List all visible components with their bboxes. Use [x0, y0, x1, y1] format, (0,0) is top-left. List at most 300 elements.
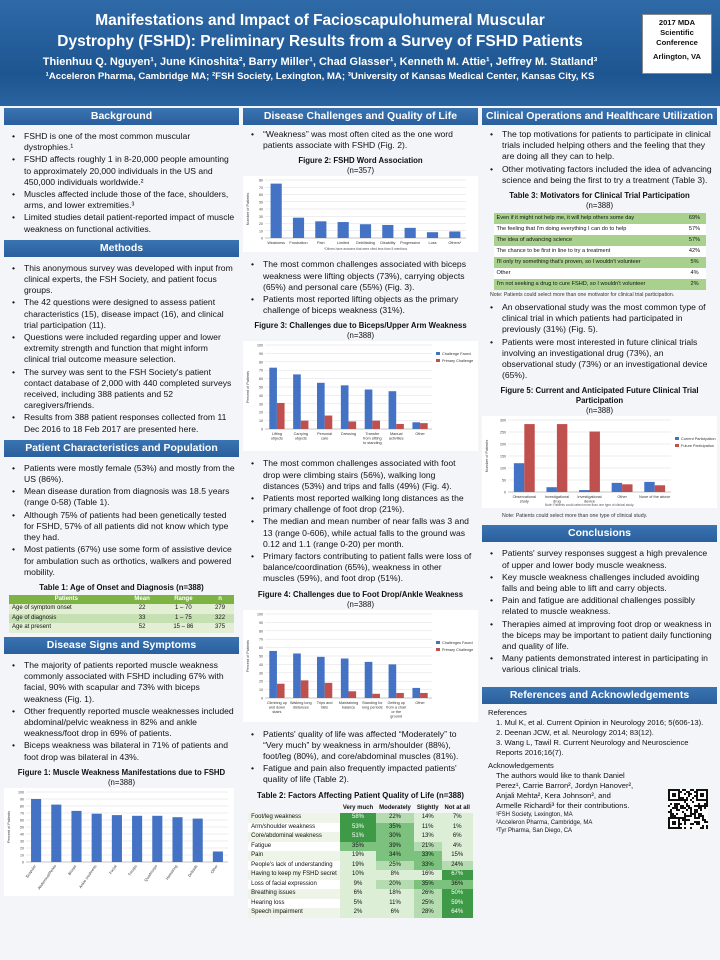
- qr-module: [698, 803, 700, 805]
- bar: [644, 482, 654, 492]
- table-cell: 21%: [414, 842, 442, 852]
- qr-module: [684, 801, 686, 803]
- reference-item: 3. Wang L, Tawil R. Current Neurology and Neuroscience Reports 2016;16(7).: [496, 737, 689, 757]
- table-cell: 6%: [376, 908, 414, 918]
- qr-module: [704, 799, 706, 801]
- table3: [494, 213, 706, 290]
- qr-module: [676, 803, 678, 805]
- table-cell: Arm/shoulder weakness: [251, 823, 316, 830]
- bullet: • Limited studies detail patient-reported impact of muscle weakness on functional activities.: [12, 212, 235, 234]
- authors: Thienhuu Q. Nguyen¹, June Kinoshita², Barry Miller¹, Chad Glasser¹, Kenneth M. Attie¹, Jeffrey M. Statland³: [42, 56, 598, 68]
- qr-module: [670, 827, 672, 829]
- qr-module: [700, 793, 702, 795]
- table3-n: (n=388): [585, 201, 614, 211]
- fig1-subtitle: (n=388): [107, 777, 136, 787]
- qr-module: [700, 807, 702, 809]
- table-row: [248, 908, 473, 918]
- qr-module: [672, 799, 674, 801]
- bar: [132, 816, 142, 862]
- qr-module: [702, 827, 704, 829]
- bar: [341, 658, 349, 697]
- bar: [293, 375, 301, 430]
- qr-module: [696, 793, 698, 795]
- qr-module: [672, 793, 674, 795]
- qr-module: [676, 807, 678, 809]
- table-row: [248, 880, 473, 890]
- qr-module: [682, 807, 684, 809]
- qr-module: [674, 795, 676, 797]
- table-cell: Other: [496, 269, 511, 276]
- y-tick-label: 250: [500, 430, 506, 435]
- bar: [293, 653, 301, 698]
- chart-note: *Others have answers that were cited less than 5 mentions: [323, 247, 408, 252]
- qr-module: [676, 827, 678, 829]
- x-tick-label: Getting up: [387, 700, 405, 705]
- qr-module: [700, 795, 702, 797]
- qr-module: [704, 821, 706, 823]
- bullet: • The median and mean number of near falls was 3 and 13 (range 0-606), while actual falls to the ground was 0.12 and 1.1 (range 0-20) per month.: [251, 516, 474, 550]
- table-cell: 52: [138, 624, 146, 631]
- qr-module: [706, 803, 708, 805]
- bar: [317, 383, 325, 429]
- table-cell: 279: [215, 605, 226, 612]
- x-tick-label: Maintaining: [338, 700, 359, 705]
- bullet: • Patients' survey responses suggest a high prevalence of upper and lower body muscle weakness.: [490, 548, 713, 570]
- qr-module: [706, 791, 708, 793]
- table2-header-row: [248, 804, 473, 814]
- legend-label: Challenges Faced: [442, 640, 473, 645]
- table1: [9, 595, 234, 633]
- table-cell: I'm not seeking a drug to cure FSHD, so I wouldn't volunteer: [496, 280, 646, 287]
- fig2-subtitle: (n=357): [346, 166, 375, 176]
- qr-module: [704, 805, 706, 807]
- y-tick-label: 80: [259, 360, 263, 365]
- y-tick-label: 50: [259, 385, 263, 390]
- qr-module: [706, 821, 708, 823]
- qr-code-icon[interactable]: [668, 789, 708, 829]
- qr-module: [684, 807, 686, 809]
- qr-module: [700, 789, 702, 791]
- bar: [277, 403, 285, 429]
- bullet: • Patients most reported lifting objects as the primary challenge of biceps weakness (31%).: [251, 294, 474, 316]
- y-tick-label: 100: [500, 466, 506, 471]
- qr-module: [678, 799, 680, 801]
- y-axis-label: Percent of Patients: [7, 810, 11, 843]
- qr-module: [668, 789, 670, 791]
- y-tick-label: 90: [259, 352, 263, 357]
- qr-module: [706, 789, 708, 791]
- table-cell: 19%: [340, 861, 376, 871]
- x-tick-label: falls: [321, 705, 329, 710]
- bar: [557, 425, 567, 493]
- section-header-background: Background: [4, 108, 239, 125]
- y-tick-label: 0: [261, 427, 263, 432]
- x-tick-label: Lifting: [271, 432, 282, 437]
- qr-module: [696, 817, 698, 819]
- qr-module: [700, 809, 702, 811]
- x-tick-label: study: [519, 499, 529, 504]
- ack-affiliation: ²Acceleron Pharma, Cambridge, MA: [496, 819, 593, 826]
- qr-module: [698, 817, 700, 819]
- y-tick-label: 70: [259, 637, 263, 642]
- acknowledgements-heading: Acknowledgements: [488, 760, 554, 770]
- y-tick-label: 0: [261, 696, 263, 701]
- table-cell: 8%: [376, 870, 414, 880]
- table2-header: Moderately: [379, 804, 411, 811]
- y-tick-label: 90: [20, 797, 24, 802]
- qr-module: [702, 789, 704, 791]
- qr-module: [678, 825, 680, 827]
- table-cell: 30%: [376, 832, 414, 842]
- qr-module: [696, 821, 698, 823]
- qr-module: [680, 807, 682, 809]
- qr-module: [696, 795, 698, 797]
- qr-module: [670, 809, 672, 811]
- qr-module: [698, 807, 700, 809]
- bullet: • Biceps weakness was bilateral in 71% of patients and foot drop was bilateral in 43%.: [12, 740, 235, 762]
- y-axis-label: Number of Patients: [485, 440, 489, 473]
- qr-module: [678, 827, 680, 829]
- table-cell: 11%: [414, 823, 442, 833]
- bullet: • The 42 questions were designed to assess patient characteristics (15), disease impact (16), and clinical trial participation (11).: [12, 297, 235, 331]
- table-cell: 69%: [688, 214, 701, 221]
- bullet: • Patients were most interested in future clinical trials involving an investigational drug (73%), an observational study (73%) or an investigational device (65%).: [490, 337, 713, 382]
- bar: [293, 218, 304, 238]
- figure-2-chart: [243, 176, 478, 252]
- qr-module: [684, 827, 686, 829]
- qr-module: [678, 793, 680, 795]
- bar: [449, 232, 460, 239]
- table-row: [248, 842, 473, 852]
- y-tick-label: 50: [20, 825, 24, 830]
- table-cell: Core/abdominal weakness: [251, 833, 322, 840]
- bar: [655, 486, 665, 493]
- qr-module: [682, 819, 684, 821]
- table-cell: Even if it might not help me, it will help others some day: [496, 214, 635, 221]
- table-cell: Having to keep my FSHD secret: [251, 871, 337, 878]
- y-tick-label: 100: [257, 612, 263, 617]
- qr-module: [682, 817, 684, 819]
- bullet: • Patients most reported walking long distances as the primary challenge of foot drop (21%).: [251, 493, 474, 515]
- bullet: • “Weakness” was most often cited as the one word patients associate with FSHD (Fig. 2).: [251, 129, 474, 151]
- table-row: [248, 832, 473, 842]
- qr-module: [686, 805, 688, 807]
- table-cell: 34%: [376, 851, 414, 861]
- bullet: • Pain and fatigue are additional challenges possibly related to muscle weakness.: [490, 595, 713, 617]
- table1-header: Mean: [134, 595, 150, 602]
- table-cell: The idea of advancing science: [496, 236, 573, 243]
- table3-note: Note: Patients could select more than one motivator for clinical trial participation.: [490, 292, 675, 299]
- qr-module: [668, 793, 670, 795]
- bar: [514, 464, 524, 493]
- bar: [112, 815, 122, 862]
- y-tick-label: 60: [259, 377, 263, 382]
- fig3-title: Figure 3: Challenges due to Biceps/Upper Arm Weakness: [254, 321, 467, 331]
- qr-module: [688, 819, 690, 821]
- qr-module: [682, 799, 684, 801]
- qr-module: [696, 799, 698, 801]
- legend-label: Current Participation: [681, 437, 716, 442]
- qr-module: [688, 805, 690, 807]
- qr-module: [670, 789, 672, 791]
- qr-module: [696, 811, 698, 813]
- table-cell: 35%: [376, 823, 414, 833]
- x-tick-label: distances: [292, 705, 309, 710]
- qr-module: [706, 825, 708, 827]
- x-tick-label: Carrying: [293, 432, 308, 437]
- qr-module: [678, 817, 680, 819]
- y-tick-label: 30: [259, 215, 263, 220]
- x-tick-label: Facial: [108, 864, 118, 875]
- table-cell: 35%: [414, 880, 442, 890]
- y-tick-label: 30: [259, 402, 263, 407]
- x-tick-label: Deltoids: [187, 864, 199, 878]
- bar: [427, 233, 438, 239]
- x-tick-label: Weakness: [267, 241, 286, 246]
- table-cell: 4%: [690, 269, 699, 276]
- conference-line-1: 2017 MDA: [658, 18, 696, 27]
- acknowledgements-text: The authors would like to thank Daniel Perez¹, Carrie Barron², Jordyn Hanover², Anjali Mehta², Kera Johnson², and Armelle Richardi³ for their contributions.: [496, 770, 634, 810]
- qr-module: [670, 811, 672, 813]
- bar: [349, 691, 357, 698]
- fig5-title: Figure 5: Current and Anticipated Future Clinical Trial Participation: [500, 386, 699, 406]
- table-cell: Hearing loss: [251, 899, 285, 906]
- y-tick-label: 10: [259, 419, 263, 424]
- bar: [349, 422, 357, 430]
- x-tick-label: Transfer: [365, 432, 380, 437]
- qr-module: [680, 791, 682, 793]
- table-row: [9, 614, 234, 624]
- x-tick-label: Other: [617, 495, 627, 500]
- section-header-clinical: Clinical Operations and Healthcare Utilization: [482, 108, 717, 125]
- table-row: [248, 861, 473, 871]
- x-tick-label: Investigational: [577, 495, 602, 500]
- x-tick-label: Disability: [380, 241, 396, 246]
- qr-module: [670, 813, 672, 815]
- table-cell: 2%: [340, 908, 376, 918]
- table-row: [248, 813, 473, 823]
- references-heading: References: [488, 707, 527, 717]
- fig5-subtitle: (n=388): [585, 406, 614, 416]
- y-tick-label: 90: [259, 620, 263, 625]
- qr-module: [668, 819, 670, 821]
- table-cell: 57%: [688, 236, 701, 243]
- qr-module: [690, 807, 692, 809]
- bar: [325, 683, 333, 698]
- table3-title: Table 3: Motivators for Clinical Trial Participation: [509, 191, 690, 201]
- y-tick-label: 40: [20, 832, 24, 837]
- bullet: • Many patients demonstrated interest in participating in various clinical trials.: [490, 653, 713, 675]
- qr-module: [684, 793, 686, 795]
- x-tick-label: and down: [268, 705, 286, 710]
- table-cell: Fatigue: [251, 842, 272, 849]
- table-cell: 35%: [340, 842, 376, 852]
- qr-module: [700, 827, 702, 829]
- poster-title-line-1: Manifestations and Impact of Facioscapulohumeral Muscular: [95, 12, 545, 29]
- bullet: • FSHD affects roughly 1 in 8-20,000 people amounting to approximately 20,000 individuals in the US and 450,000 individuals worldwide.²: [12, 154, 235, 188]
- x-tick-label: None of the above: [639, 495, 671, 500]
- bullet: • Therapies aimed at improving foot drop or weakness in the biceps may be important to patient daily functioning and quality of life.: [490, 619, 713, 653]
- bar: [365, 662, 373, 698]
- table-cell: 26%: [414, 889, 442, 899]
- qr-module: [696, 789, 698, 791]
- x-tick-label: ground: [390, 714, 403, 719]
- qr-module: [696, 791, 698, 793]
- qr-module: [674, 789, 676, 791]
- qr-module: [696, 809, 698, 811]
- table2-title: [243, 791, 478, 801]
- bullet: • Although 75% of patients had been genetically tested for FSHD, 57% of all patients did not know which type they had.: [12, 510, 235, 544]
- table-cell: Age of symptom onset: [12, 605, 72, 612]
- x-tick-label: Progressive: [400, 241, 421, 246]
- qr-module: [668, 795, 670, 797]
- table-cell: 5%: [690, 258, 699, 265]
- qr-module: [670, 815, 672, 817]
- y-tick-label: 0: [261, 236, 263, 241]
- x-tick-label: Walking long: [289, 700, 312, 705]
- table2-header: Slightly: [416, 804, 439, 811]
- bar: [396, 693, 404, 698]
- bar: [579, 491, 589, 493]
- qr-module: [680, 827, 682, 829]
- table-cell: Pain: [251, 852, 264, 859]
- bullet: • Results from 388 patient responses collected from 11 Dec 2016 to 18 Feb 2017 are presented here.: [12, 412, 235, 434]
- table-cell: 24%: [442, 861, 473, 871]
- qr-module: [702, 805, 704, 807]
- fig1-title: Figure 1: Muscle Weakness Manifestations due to FSHD: [17, 767, 226, 777]
- qr-module: [682, 811, 684, 813]
- x-tick-label: Manual: [389, 432, 403, 437]
- x-tick-label: Scapular: [25, 864, 37, 879]
- x-tick-label: Abdominal/Pelvis: [37, 864, 58, 891]
- qr-module: [696, 805, 698, 807]
- qr-module: [704, 803, 706, 805]
- qr-module: [692, 813, 694, 815]
- x-tick-label: activities: [388, 436, 404, 441]
- table-cell: 25%: [414, 899, 442, 909]
- qr-module: [706, 801, 708, 803]
- qr-module: [668, 825, 670, 827]
- qr-module: [686, 815, 688, 817]
- qr-module: [672, 821, 674, 823]
- x-tick-label: Limited: [337, 241, 350, 246]
- x-tick-label: Other: [209, 864, 219, 875]
- qr-module: [698, 823, 700, 825]
- table-cell: The chance to be first in line to try a treatment: [496, 247, 611, 254]
- qr-module: [702, 817, 704, 819]
- x-tick-label: Standing for: [362, 700, 383, 705]
- table-cell: 57%: [688, 225, 701, 232]
- qr-module: [696, 823, 698, 825]
- qr-module: [682, 789, 684, 791]
- legend-swatch: [675, 444, 679, 447]
- table-cell: Foot/leg weakness: [251, 814, 302, 821]
- qr-module: [694, 805, 696, 807]
- y-tick-label: 10: [20, 853, 24, 858]
- bar: [317, 656, 325, 697]
- y-tick-label: 60: [259, 193, 263, 198]
- qr-module: [672, 789, 674, 791]
- table-row: [9, 623, 234, 633]
- qr-module: [684, 799, 686, 801]
- bar: [622, 485, 632, 493]
- qr-module: [704, 807, 706, 809]
- qr-module: [694, 821, 696, 823]
- table-cell: 1 – 70: [175, 605, 192, 612]
- challenges-bullets-c: [243, 456, 478, 589]
- y-axis-label: Percent of Patients: [246, 371, 250, 404]
- table-cell: Age of diagnosis: [12, 614, 57, 621]
- qr-module: [676, 817, 678, 819]
- y-tick-label: 20: [259, 679, 263, 684]
- qr-module: [694, 817, 696, 819]
- table-cell: 9%: [340, 880, 376, 890]
- qr-module: [678, 789, 680, 791]
- qr-module: [684, 789, 686, 791]
- qr-module: [686, 799, 688, 801]
- y-axis-label: Percent of Patients: [246, 639, 250, 672]
- y-tick-label: 60: [20, 818, 24, 823]
- qr-module: [684, 817, 686, 819]
- table-cell: Loss of facial expression: [251, 880, 317, 887]
- figure-4-chart: [243, 610, 478, 722]
- qr-module: [690, 799, 692, 801]
- qr-module: [688, 791, 690, 793]
- qr-module: [694, 811, 696, 813]
- y-tick-label: 10: [259, 229, 263, 234]
- qr-module: [674, 793, 676, 795]
- x-tick-label: Other: [415, 700, 425, 705]
- table-cell: 25%: [376, 861, 414, 871]
- qr-module: [672, 815, 674, 817]
- qr-module: [674, 827, 676, 829]
- y-tick-label: 40: [259, 207, 263, 212]
- x-tick-label: Personal: [317, 432, 333, 437]
- y-tick-label: 150: [500, 454, 506, 459]
- table-row: [494, 213, 706, 224]
- table-cell: 28%: [414, 908, 442, 918]
- qr-module: [668, 811, 670, 813]
- section-header-conclusions: Conclusions: [482, 525, 717, 542]
- qr-module: [684, 819, 686, 821]
- y-tick-label: 40: [259, 394, 263, 399]
- qr-module: [672, 795, 674, 797]
- qr-module: [678, 795, 680, 797]
- bullet: • The most common challenges associated with foot drop were climbing stairs (56%), walking long distances (53%) and trips and falls (49%) (Fig. 4).: [251, 458, 474, 492]
- x-tick-label: long periods: [362, 705, 383, 710]
- y-tick-label: 50: [259, 654, 263, 659]
- bar: [546, 488, 556, 493]
- fig4-title: Figure 4: Challenges due to Foot Drop/Ankle Weakness: [257, 589, 464, 599]
- qr-module: [682, 805, 684, 807]
- bar: [405, 228, 416, 238]
- ack-affiliation: ¹FSH Society, Lexington, MA: [496, 811, 573, 818]
- qr-module: [668, 791, 670, 793]
- table-cell: 14%: [414, 813, 442, 823]
- chart-note: Note: Patients could select more than one type of clinical study.: [544, 503, 635, 508]
- bullet: • Other motivating factors included the idea of advancing science and being the first to try a treatment (Table 3).: [490, 164, 713, 186]
- bullet: • Other frequently reported muscle weaknesses included abdominal/pelvic weakness in 82% and ankle weakness/foot drop in 69% of patients.: [12, 706, 235, 740]
- table-cell: People's lack of understanding: [251, 861, 333, 868]
- section-header-signs: Disease Signs and Symptoms: [4, 637, 239, 654]
- qr-module: [668, 799, 670, 801]
- bar: [51, 804, 61, 861]
- table-cell: The feeling that I'm doing everything I can do to help: [496, 225, 627, 232]
- qr-module: [706, 799, 708, 801]
- bullet: • The survey was sent to the FSH Society's patient contact database of 2,000 with 440 completed surveys received, including 388 patients and 52 caregivers/friends.: [12, 367, 235, 412]
- bar: [365, 390, 373, 429]
- bar: [396, 424, 404, 429]
